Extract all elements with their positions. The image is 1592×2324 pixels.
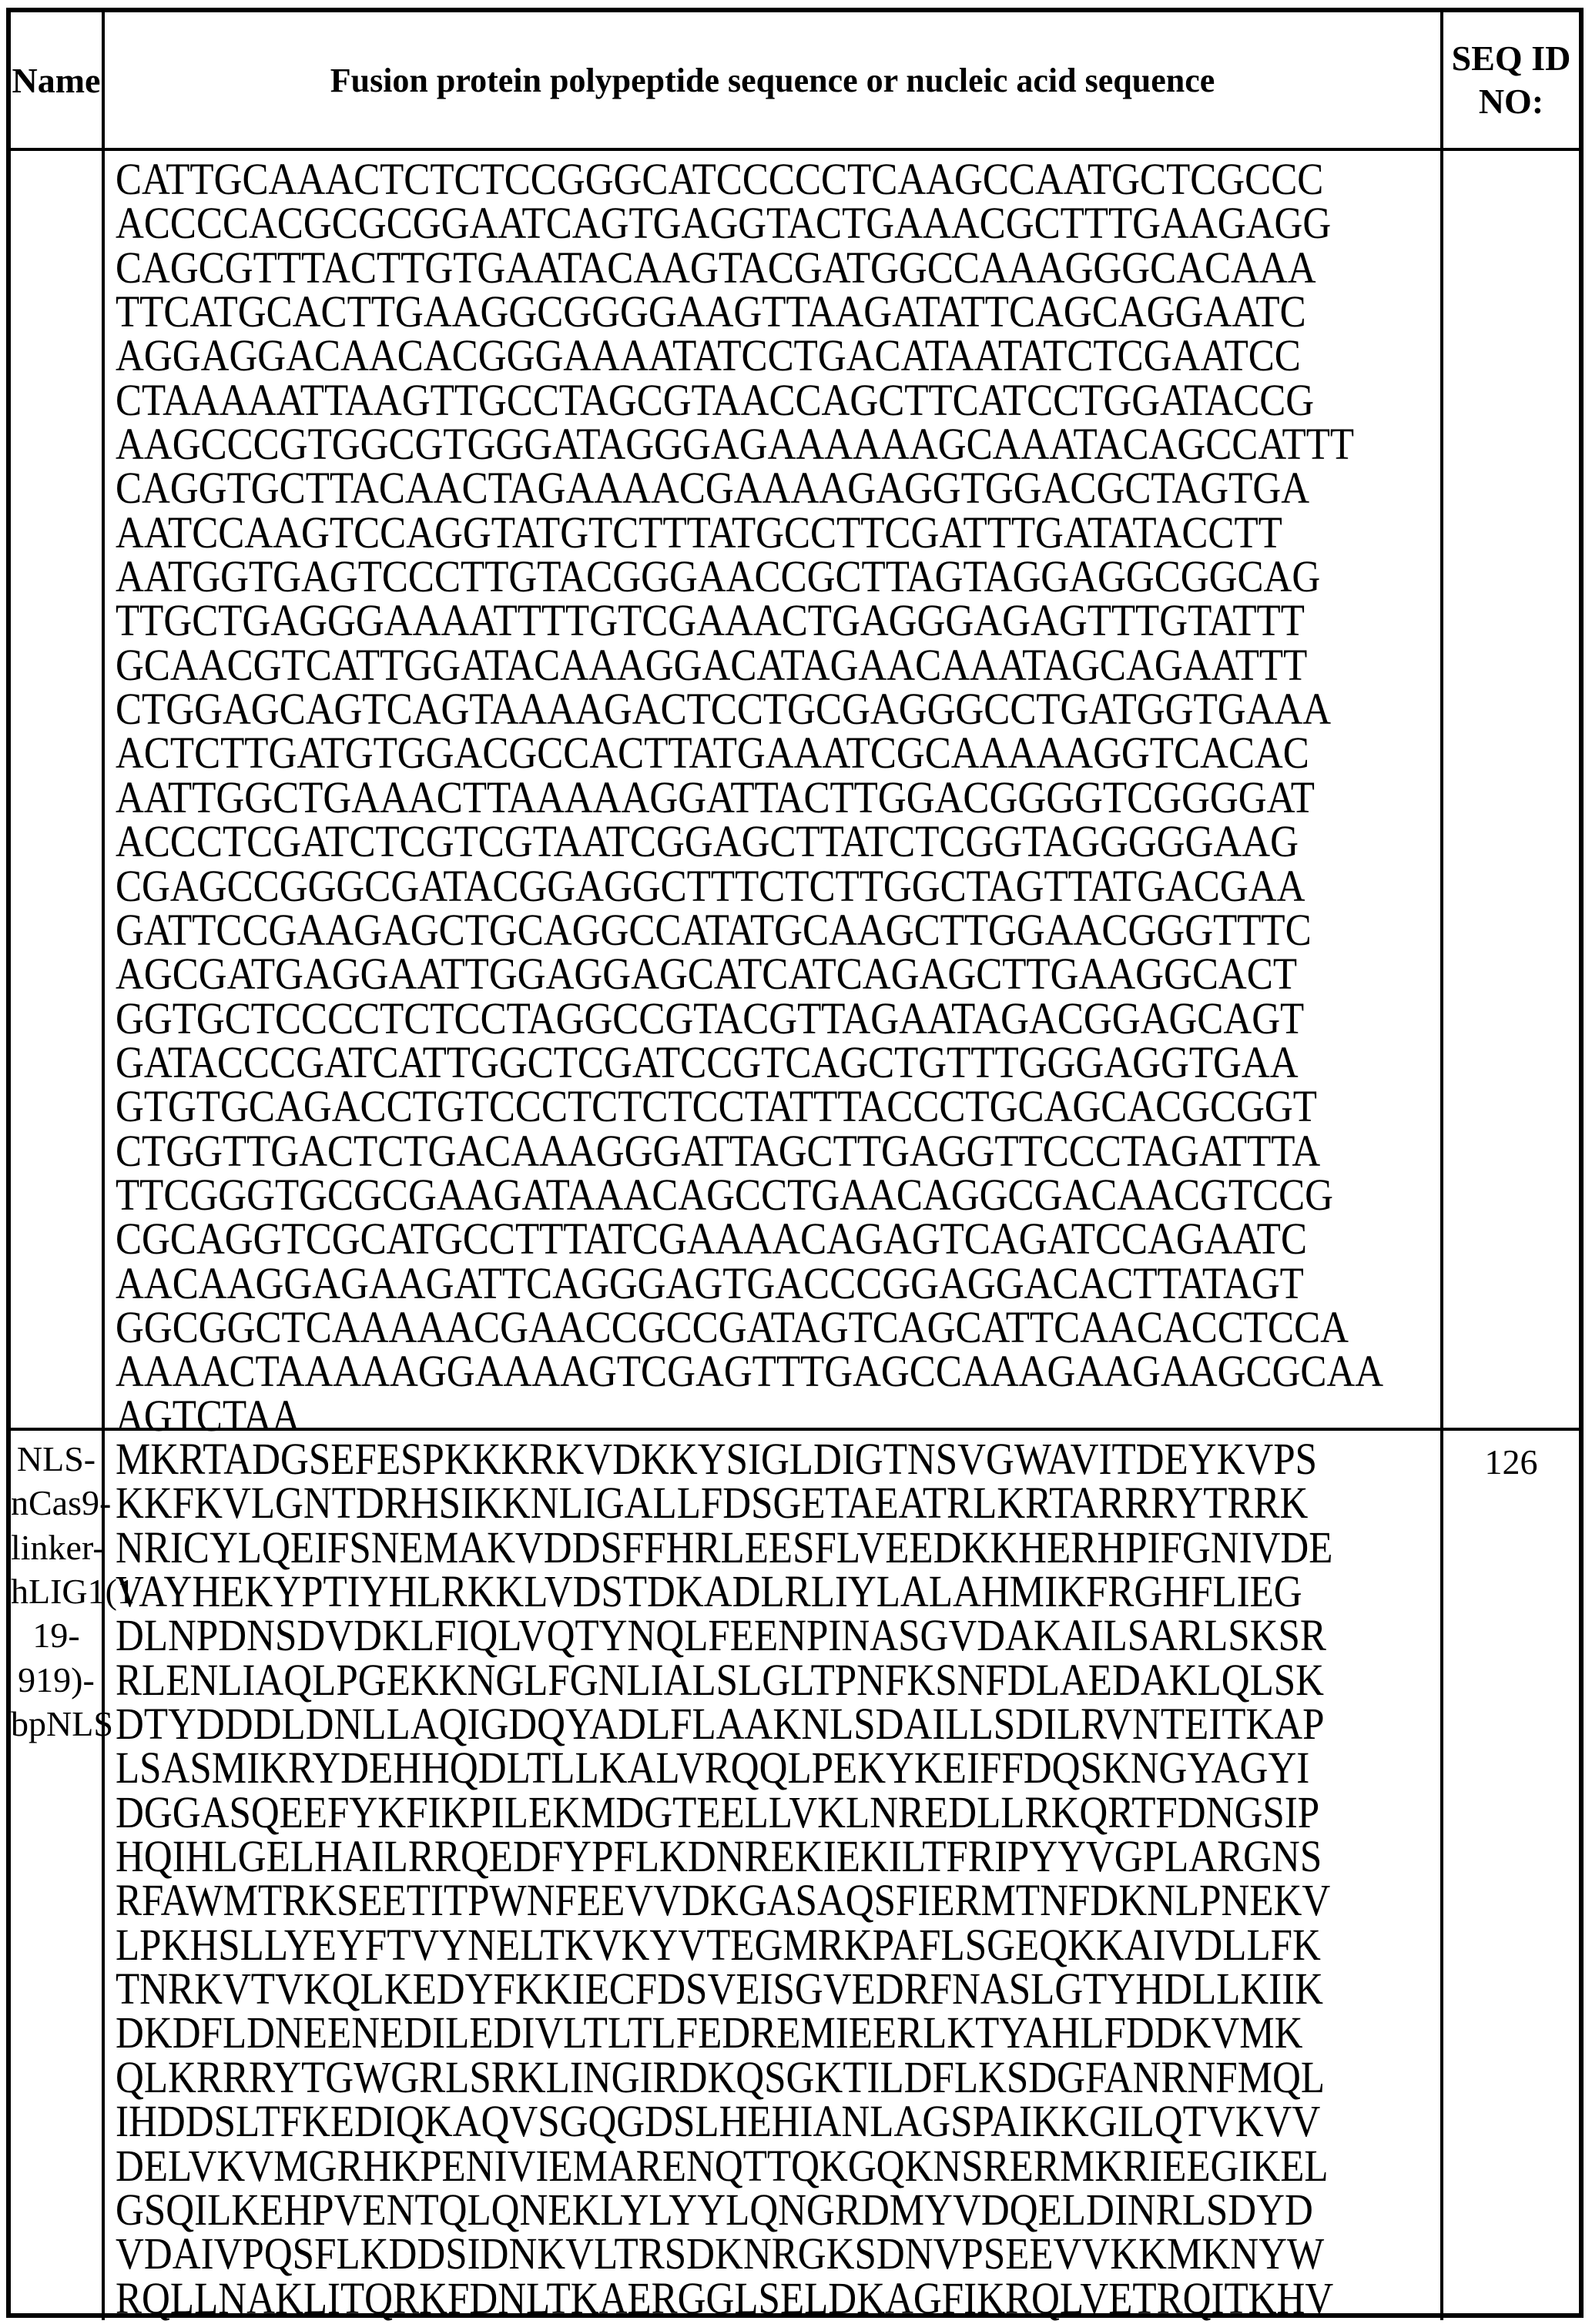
fusion-protein-name: NLS- nCas9- linker- hLIG1(1 19-919)- bpNLS <box>11 1439 135 1744</box>
nucleic-acid-sequence-text: CATTGCAAACTCTCTCCGGGCATCCCCCTCAAGCCAATGCTCGCCC ACCCCACGCGCGGAATCAGTGAGGTACTGAAACGCTTTGAAGAGG CAGCGTTTACTTGTGAATACAAGTACGATGGCCAAAGGGCACAAA TTCATGCACTTGAAGGCGGGGAAGTTAAGATATTCAGCAGGAATC AGGAGGACAACACGGGAAAATATCCTGACATAATATCTCGAATCC CTAAAAATTAAGTTGCCTAGCGTAACCAGCTTCATCCTGGATACCG AAGCCCGTGGCGTGGGATAGGGAGAAAAAAGCAAATACAGCCATTT CAGGTGCTTACAACTAGAAAACGAAAAGAGGTGGACGCTAGTGA AATCCAAGTCCAGGTATGTCTTTATGCCTTCGATTTGATATACCTT AATGGTGAGTCCCTTGTACGGGAACCGCTTAGTAGGAGGCGGCAG TTGCTGAGGGAAAATTTTGTCGAAACTGAGGGAGAGTTTGTATTT GCAACGTCATTGGATACAAAGGACATAGAACAAATAGCAGAATTT CTGGAGCAGTCAGTAAAAGACTCCTGCGAGGGCCTGATGGTGAAA ACTCTTGATGTGGACGCCACTTATGAAATCGCAAAAAGGTCACAC AATTGGCTGAAACTTAAAAAGGATTACTTGGACGGGGTCGGGGAT ACCCTCGATCTCGTCGTAATCGGAGCTTATCTCGGTAGGGGGAAG CGAGCCGGGCGATACGGAGGCTTTCTCTTGGCTAGTTATGACGAA GATTCCGAAGAGCTGCAGGCCATATGCAAGCTTGGAACGGGTTTC AGCGATGAGGAATTGGAGGAGCATCATCAGAGCTTGAAGGCACT GGTGCTCCCCTCTCCTAGGCCGTACGTTAGAATAGACGGAGCAGT GATACCCGATCATTGGCTCGATCCGTCAGCTGTTTGGGAGGTGAA GTGTGCAGACCTGTCCCTCTCTCCTATTTACCCTGCAGCACGCGGT CTGGTTGACTCTGACAAAGGGATTAGCTTGAGGTTCCCTAGATTTA TTCGGGTGCGCGAAGATAAACAGCCTGAACAGGCGACAACGTCCG CGCAGGTCGCATGCCTTTATCGAAAACAGAGTCAGATCCAGAATC AACAAGGAGAAGATTCAGGGAGTGACCCGGAGGACACTTATAGT GGCGGCTCAAAAACGAACCGCCGATAGTCAGCATTCAACACCTCCA AAAACTAAAAAGGAAAAGTCGAGTTTGAGCCAAAGAAGAAGCGCAA AGTCTAA <box>116 154 1384 1441</box>
row1-name-cell <box>11 151 105 1431</box>
polypeptide-sequence-text: MKRTADGSEFESPKKKRKVDKKYSIGLDIGTNSVGWAVITDEYKVPS KKFKVLGNTDRHSIKKNLIGALLFDSGETAEATRLKRTARRRYTRRK NRICYLQEIFSNEMAKVDDSFFHRLEESFLVEEDKKHERHPIFGNIVDE VAYHEKYPTIYHLRKKLVDSTDKADLRLIYLALAHMIKFRGHFLIEG DLNPDNSDVDKLFIQLVQTYNQLFEENPINASGVDAKAILSARLSKSR RLENLIAQLPGEKKNGLFGNLIALSLGLTPNFKSNFDLAEDAKLQLSK DTYDDDLDNLLAQIGDQYADLFLAAKNLSDAILLSDILRVNTEITKAP LSASMIKRYDEHHQDLTLLKALVRQQLPEKYKEIFFDQSKNGYAGYI DGGASQEEFYKFIKPILEKMDGTEELLVKLNREDLLRKQRTFDNGSIP HQIHLGELHAILRRQEDFYPFLKDNREKIEKILTFRIPYYVGPLARGNS RFAWMTRKSEETITPWNFEEVVDKGASAQSFIERMTNFDKNLPNEKV LPKHSLLYEYFTVYNELTKVKYVTEGMRKPAFLSGEQKKAIVDLLFK TNRKVTVKQLKEDYFKKIECFDSVEISGVEDRFNASLGTYHDLLKIIK DKDFLDNEENEDILEDIVLTLTLFEDREMIEERLKTYAHLFDDKVMK QLKRRRYTGWGRLSRKLINGIRDKQSGKTILDFLKSDGFANRNFMQL IHDDSLTFKEDIQKAQVSGQGDSLHEHIANLAGSPAIKKGILQTVKVV DELVKVMGRHKPENIVIEMARENQTTQKGQKNSRERMKRIEEGIKEL GSQILKEHPVENTQLQNEKLYLYYLQNGRDMYVDQELDINRLSDYD VDAIVPQSFLKDDSIDNKVLTRSDKNRGKSDNVPSEEVVKKMKNYW RQLLNAKLITQRKFDNLTKAERGGLSELDKAGFIKRQLVETRQITKHV <box>116 1434 1334 2323</box>
header-sequence-label: Fusion protein polypeptide sequence or nucleic acid sequence <box>330 61 1215 99</box>
row1-sequence-cell <box>105 151 1443 1441</box>
header-name-column <box>11 12 105 151</box>
row1-seq-id-cell <box>1443 151 1579 1431</box>
row2-seq-id-value: 126 <box>1484 1442 1538 1482</box>
sequence-table <box>6 8 1584 2323</box>
row2-sequence-cell <box>105 1431 1443 2323</box>
header-sequence-column <box>105 12 1443 151</box>
row2-seq-id-cell <box>1443 1431 1579 2320</box>
header-seq-id-label: SEQ ID NO: <box>1451 39 1571 121</box>
header-name-label: Name <box>12 60 101 100</box>
header-seq-id-column <box>1443 12 1579 151</box>
row2-name-cell <box>11 1431 135 2320</box>
